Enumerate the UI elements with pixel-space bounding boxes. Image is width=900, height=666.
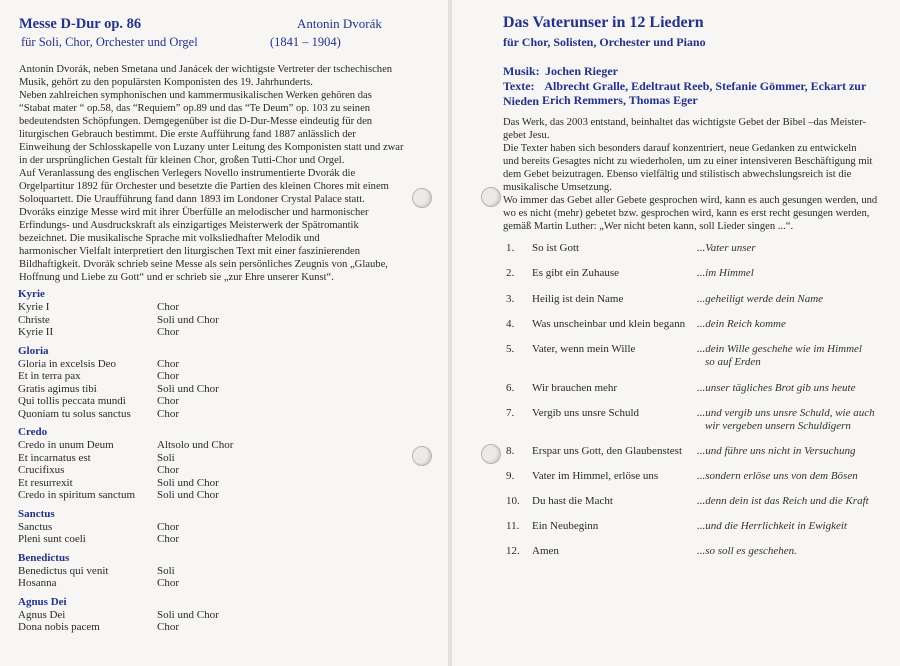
movement-performers: Soli — [157, 451, 175, 464]
prayer-line — [697, 495, 897, 508]
movement-name: Hosanna — [18, 577, 57, 589]
song-title: Was unscheinbar und klein begann — [532, 318, 686, 330]
intro-line: Neben zahlreichen symphonischen und kammermusikalischen Werken gehören das — [19, 90, 372, 101]
intro-line: Bildhaftigkeit. Dvorák schrieb seine Messe als sein persönliches Zeugnis von „Glaube, — [19, 259, 388, 270]
song-title: Es gibt ein Zuhause — [532, 267, 620, 279]
song-number: 8. — [506, 445, 515, 457]
movement-name: Et incarnatus est — [18, 451, 91, 464]
intro-line: Einweihung der Schlosskapelle von Luzany unter Leitung des Komponisten statt und zwar — [19, 142, 404, 153]
song-number: 3. — [506, 293, 515, 305]
song-title: Vater im Himmel, erlöse uns — [532, 470, 659, 482]
prayer-line — [697, 343, 897, 369]
intro-line: liturgischen Gebrauch bestimmt. Die erste Aufführung fand 1887 anlässlich der — [19, 129, 356, 140]
intro-line: und bereits Gesagtes nicht zu wiederholen, um zu einer intensiveren Beschäftigung mit — [503, 156, 873, 167]
song-title: Ein Neubeginn — [532, 520, 599, 532]
movement-performers: Soli und Chor — [157, 476, 219, 489]
section-title: Kyrie — [18, 288, 45, 300]
texts-label: Texte: — [503, 79, 535, 93]
movement-performers: Chor — [157, 533, 179, 545]
song-number: 5. — [506, 343, 515, 355]
movement-row — [18, 439, 418, 452]
intro-line: wo es nicht (mehr) gebetet bzw. gesprochen wird, kann es erst recht gesungen werden, — [503, 208, 870, 219]
prayer-line-text: ...im Himmel — [697, 267, 754, 279]
movement-performers: Chor — [157, 370, 179, 382]
movement-row — [18, 452, 418, 465]
movement-name: Credo in unum Deum — [18, 439, 114, 451]
movement-performers: Chor — [157, 464, 179, 476]
intro-line: Soloquartett. Die Uraufführung fand dann 1893 im Londoner Crystal Palace statt. — [19, 194, 365, 205]
prayer-line-text: ...geheiligt werde dein Name — [697, 293, 824, 305]
movement-performers: Altsolo und Chor — [157, 439, 234, 451]
song-number: 11. — [506, 520, 520, 532]
song-title: Vergib uns unsre Schuld — [532, 407, 640, 419]
movement-row — [18, 301, 418, 314]
section-title: Gloria — [18, 344, 49, 357]
intro-line: harmonischer Vielfalt interpretiert den liturgischen Text mit einer faszinierenden — [19, 246, 361, 257]
movement-row — [18, 314, 418, 327]
movement-performers: Chor — [157, 621, 179, 633]
punch-hole-icon — [481, 187, 501, 207]
section-title: Credo — [18, 426, 48, 438]
right-page — [452, 0, 900, 666]
song-number: 7. — [506, 407, 515, 419]
song-title: So ist Gott — [532, 242, 580, 254]
intro-line: Das Werk, das 2003 entstand, beinhaltet das wichtigste Gebet der Bibel –das Meister- — [503, 117, 866, 128]
intro-line: Orgelpartitur 1892 für Orchester und besetzte die Partien des kleinen Chores mit einem — [19, 181, 389, 192]
prayer-line — [697, 382, 897, 395]
movement-name: Christe — [18, 313, 50, 326]
movement-performers: Chor — [157, 407, 179, 420]
punch-hole-icon — [481, 444, 501, 464]
movement-row — [18, 621, 418, 634]
prayer-line-text: ...so soll es geschehen. — [697, 545, 797, 557]
intro-line: musikalische Umsetzung. — [503, 182, 612, 193]
intro-line: dem Gebet beizutragen. Ebenso vielfältig und stilistisch abwechslungsreich ist die — [503, 169, 852, 180]
movement-row — [18, 577, 418, 590]
movement-performers: Chor — [157, 301, 179, 313]
intro-line: Die Texter haben sich besonders darauf konzentriert, neue Gedanken zu entwickeln — [503, 143, 857, 154]
intro-line: Erfindungs- und Ausdruckskraft als einzigartiges Meisterwerk der Spätromantik — [19, 220, 359, 231]
section-title: Sanctus — [18, 507, 55, 520]
music-label: Musik: — [503, 64, 540, 78]
intro-line: Musik, gehört zu den populärsten Komponisten des 19. Jahrhunderts. — [19, 77, 313, 88]
vaterunser-title: Das Vaterunser in 12 Liedern — [503, 14, 704, 31]
prayer-line-text: ...und führe uns nicht in Versuchung — [697, 445, 856, 457]
song-title: Vater, wenn mein Wille — [532, 343, 636, 355]
song-title: Amen — [532, 545, 559, 557]
mass-section — [18, 596, 418, 634]
song-number: 4. — [506, 318, 515, 330]
movement-performers: Soli — [157, 564, 175, 577]
movement-name: Pleni sunt coeli — [18, 533, 86, 545]
movement-row — [18, 358, 418, 371]
intro-line: gebet Jesu. — [503, 130, 550, 141]
movement-name: Agnus Dei — [18, 608, 66, 621]
prayer-line-text: wir vergeben unsern Schuldigern — [705, 420, 851, 432]
movement-performers: Chor — [157, 357, 179, 370]
movement-row — [18, 533, 418, 546]
movement-name: Dona nobis pacem — [18, 621, 100, 633]
intro-line: Hoffnung und Liebe zu Gott“ und er schrieb sie „zur Ehre unserer Kunst“. — [19, 272, 334, 283]
mass-subtitle: für Soli, Chor, Orchester und Orgel — [21, 35, 198, 49]
prayer-line-text: ...denn dein ist das Reich und die Kraft — [697, 495, 869, 507]
movement-name: Et resurrexit — [18, 476, 73, 489]
prayer-line-text: ...und die Herrlichkeit in Ewigkeit — [697, 520, 847, 532]
song-title: Du hast die Macht — [532, 495, 613, 507]
music-credit — [503, 64, 618, 79]
mass-section — [18, 345, 418, 421]
intro-line: gemäß Martin Luther: „Wer nicht beten kann, soll Lieder singen ...“. — [503, 221, 794, 232]
movement-name: Credo in spiritum sanctum — [18, 489, 136, 501]
mass-intro-text — [19, 63, 437, 284]
prayer-line — [697, 267, 897, 280]
movement-performers: Soli und Chor — [157, 313, 219, 326]
vaterunser-intro-text — [503, 116, 893, 233]
prayer-line — [697, 445, 897, 458]
mass-section — [18, 508, 418, 546]
movement-row — [18, 489, 418, 502]
movement-name: Benedictus qui venit — [18, 564, 109, 577]
movement-performers: Chor — [157, 577, 179, 589]
song-number: 2. — [506, 267, 515, 279]
movement-name: Gloria in excelsis Deo — [18, 357, 117, 370]
movement-performers: Chor — [157, 326, 179, 338]
intro-line: Auf Veranlassung des englischen Verlegers Novello instrumentierte Dvorák die — [19, 168, 356, 179]
movement-name: Crucifixus — [18, 464, 65, 476]
song-number: 9. — [506, 470, 515, 482]
intro-line: bedeutendsten Schöpfungen. Demgegenüber ist die D-Dur-Messe eindeutig für den — [19, 116, 373, 127]
prayer-line — [697, 470, 897, 483]
movement-row — [18, 609, 418, 622]
movement-name: Qui tollis peccata mundi — [18, 395, 126, 407]
punch-hole-icon — [412, 188, 432, 208]
movement-name: Kyrie II — [18, 326, 54, 338]
movement-name: Sanctus — [18, 520, 53, 533]
intro-line: bezeichnet. Die musikalische Sprache mit volksliedhafter Melodik und — [19, 233, 320, 244]
prayer-line — [697, 242, 897, 255]
movement-performers: Chor — [157, 520, 179, 533]
movement-row — [18, 521, 418, 534]
song-number: 6. — [506, 382, 515, 394]
mass-section — [18, 552, 418, 590]
movement-name: Et in terra pax — [18, 370, 81, 382]
intro-line: Dvoráks einzige Messe wird mit ihrer Überfülle an melodischer und harmonischer — [19, 207, 369, 218]
song-number: 10. — [506, 495, 520, 507]
prayer-line — [697, 318, 897, 331]
prayer-line-text: ...dein Wille geschehe wie im Himmel — [697, 343, 862, 355]
movement-row — [18, 408, 418, 421]
prayer-line — [697, 545, 897, 558]
texts-value: Albrecht Gralle, Edeltraut Reeb, Stefanie Gömmer, Eckart zur Nieden — [503, 79, 867, 108]
movement-performers: Soli und Chor — [157, 489, 219, 501]
song-number: 12. — [506, 545, 520, 557]
intro-line: Antonin Dvorák, neben Smetana und Janácek der wichtigste Vertreter der tschechischen — [19, 64, 393, 75]
section-title: Benedictus — [18, 551, 70, 564]
movement-row — [18, 565, 418, 578]
prayer-line-text: ...Vater unser — [697, 242, 756, 254]
prayer-line-text: ...und vergib uns unsre Schuld, wie auch — [697, 407, 875, 419]
mass-sections — [18, 288, 418, 640]
prayer-line — [697, 293, 897, 306]
section-title: Agnus Dei — [18, 595, 67, 608]
vaterunser-subtitle: für Chor, Solisten, Orchester und Piano — [503, 35, 706, 49]
texts-credit-continued: Erich Remmers, Thomas Eger — [542, 93, 698, 107]
song-title: Erspar uns Gott, den Glaubenstest — [532, 445, 682, 457]
movement-row — [18, 370, 418, 383]
intro-line: “Stabat mater “ op.58, das “Requiem” op.89 und das “Te Deum” op. 103 zu seinen — [19, 103, 371, 114]
prayer-line — [697, 407, 897, 433]
mass-section — [18, 288, 418, 339]
song-title: Wir brauchen mehr — [532, 382, 618, 394]
movement-performers: Soli und Chor — [157, 382, 219, 395]
movement-row — [18, 383, 418, 396]
composer-name: Antonin Dvorák — [297, 16, 382, 31]
movement-row — [18, 395, 418, 408]
song-title: Heilig ist dein Name — [532, 293, 624, 305]
music-value: Jochen Rieger — [545, 64, 618, 78]
punch-hole-icon — [412, 446, 432, 466]
movement-performers: Chor — [157, 395, 179, 407]
prayer-line-text: so auf Erden — [705, 356, 761, 368]
prayer-line-text: ...sondern erlöse uns von dem Bösen — [697, 470, 858, 482]
movement-row — [18, 326, 418, 339]
prayer-line-text: ...unser tägliches Brot gib uns heute — [697, 382, 856, 394]
movement-performers: Soli und Chor — [157, 608, 219, 621]
intro-line: Wo immer das Gebet aller Gebete gesprochen wird, kann es auch gesungen werden, und — [503, 195, 878, 206]
movement-row — [18, 477, 418, 490]
movement-row — [18, 464, 418, 477]
movement-name: Gratis agimus tibi — [18, 382, 97, 395]
song-number: 1. — [506, 242, 515, 254]
left-page — [0, 0, 448, 666]
composer-dates: (1841 – 1904) — [270, 35, 341, 49]
prayer-line — [697, 520, 897, 533]
movement-name: Quoniam tu solus sanctus — [18, 407, 131, 420]
mass-title: Messe D-Dur op. 86 — [19, 16, 142, 32]
movement-name: Kyrie I — [18, 301, 50, 313]
mass-section — [18, 426, 418, 502]
intro-line: in der ursprünglichen Gestalt für kleinen Chor, großen Tutti-Chor und Orgel. — [19, 155, 345, 166]
prayer-line-text: ...dein Reich komme — [697, 318, 786, 330]
